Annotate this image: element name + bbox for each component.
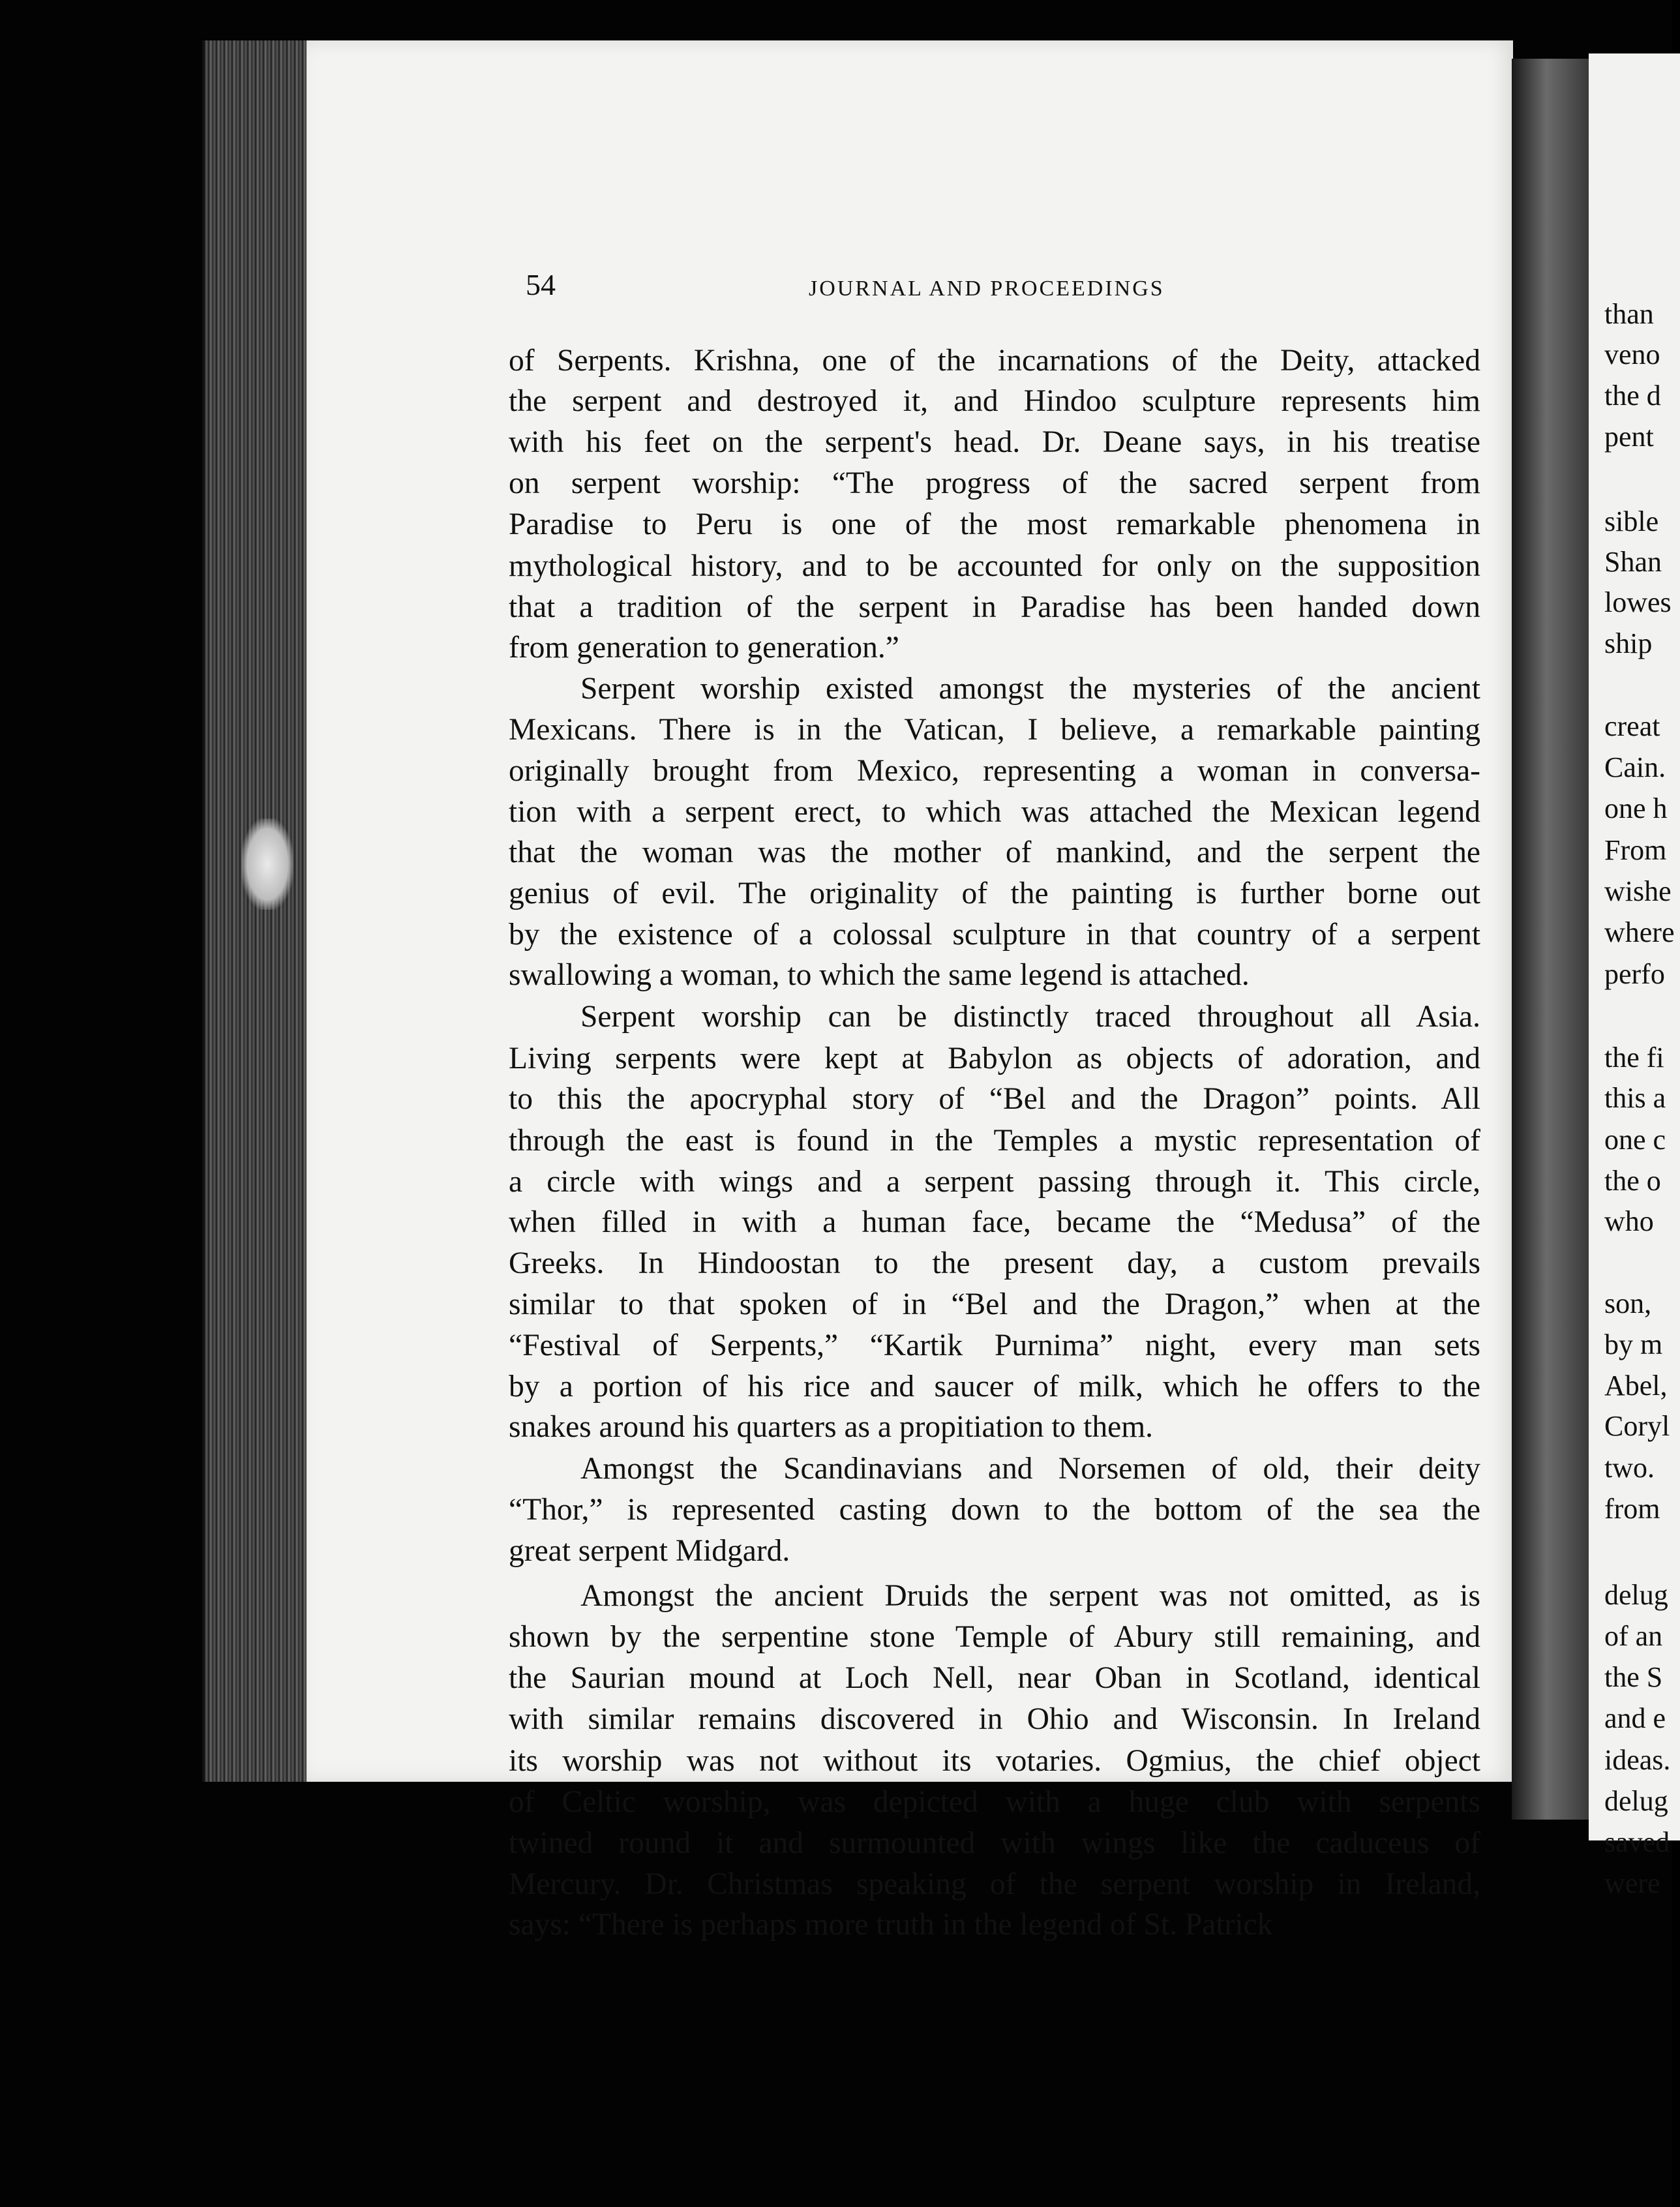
text-line: Serpent worship can be distinctly traced throughout all Asia. <box>580 1000 1480 1034</box>
text-line: of Celtic worship, was depicted with a huge club with serpents <box>509 1785 1480 1819</box>
text-line: genius of evil. The originality of the painting is further borne out <box>509 877 1480 910</box>
text-line: that the woman was the mother of mankind, and the serpent the <box>509 835 1480 869</box>
text-line: shown by the serpentine stone Temple of Abury still remaining, and <box>509 1620 1480 1654</box>
facing-text-line: Abel, <box>1604 1370 1668 1402</box>
facing-text-line: veno <box>1604 338 1660 370</box>
facing-text-line: ship <box>1604 627 1653 659</box>
text-line: “Thor,” is represented casting down to the bottom of the sea the <box>509 1493 1480 1527</box>
facing-text-line: Shan <box>1604 546 1662 578</box>
facing-text-line: delug <box>1604 1785 1668 1817</box>
text-line: a circle with wings and a serpent passing through it. This circle, <box>509 1165 1480 1199</box>
facing-text-line: and e <box>1604 1702 1666 1734</box>
facing-text-line: the fi <box>1604 1042 1664 1073</box>
text-line: to this the apocryphal story of “Bel and the Dragon” points. All <box>509 1082 1480 1116</box>
text-line: through the east is found in the Temples a mystic representation of <box>509 1124 1480 1158</box>
text-line: snakes around his quarters as a propitiation to them. <box>509 1410 1154 1444</box>
text-line: with his feet on the serpent's head. Dr. Deane says, in his treatise <box>509 425 1480 459</box>
facing-text-line: Cain. <box>1604 751 1666 783</box>
facing-text-line: where <box>1604 916 1675 948</box>
text-line: originally brought from Mexico, representing a woman in conversa- <box>509 754 1480 788</box>
text-line: on serpent worship: “The progress of the sacred serpent from <box>509 466 1480 500</box>
facing-text-line: From <box>1604 834 1667 866</box>
facing-text-line: the o <box>1604 1165 1661 1197</box>
facing-text-line: of an <box>1604 1620 1663 1652</box>
scan-blemish <box>241 818 293 910</box>
facing-text-line: two. <box>1604 1452 1655 1484</box>
text-line: Amongst the Scandinavians and Norsemen of old, their deity <box>580 1452 1480 1486</box>
book-gutter <box>1512 59 1589 1820</box>
text-line: Serpent worship existed amongst the mysteries of the ancient <box>580 672 1480 706</box>
text-line: mythological history, and to be accounted for only on the supposition <box>509 549 1480 583</box>
text-line: Living serpents were kept at Babylon as objects of adoration, and <box>509 1042 1480 1075</box>
text-line: Mexicans. There is in the Vatican, I believe, a remarkable painting <box>509 713 1480 747</box>
facing-text-line: lowes <box>1604 586 1672 618</box>
text-line: Greeks. In Hindoostan to the present day, a custom prevails <box>509 1246 1480 1280</box>
facing-text-line: the d <box>1604 380 1661 412</box>
facing-text-line: creat <box>1604 710 1660 742</box>
facing-text-line: pent <box>1604 421 1654 453</box>
text-line: of Serpents. Krishna, one of the incarnations of the Deity, attacked <box>509 344 1480 378</box>
text-line: twined round it and surmounted with wings like the caduceus of <box>509 1826 1480 1860</box>
facing-text-line: the S <box>1604 1661 1663 1693</box>
text-line: says: “There is perhaps more truth in the legend of St. Patrick <box>509 1908 1273 1942</box>
facing-text-line: this a <box>1604 1082 1666 1114</box>
facing-text-line: than <box>1604 298 1654 330</box>
text-line: swallowing a woman, to which the same legend is attached. <box>509 958 1250 992</box>
text-line: its worship was not without its votaries. Ogmius, the chief object <box>509 1744 1480 1778</box>
text-line: the Saurian mound at Loch Nell, near Oban in Scotland, identical <box>509 1661 1480 1695</box>
text-line: with similar remains discovered in Ohio and Wisconsin. In Ireland <box>509 1702 1480 1736</box>
text-line: by the existence of a colossal sculpture in that country of a serpent <box>509 918 1480 952</box>
facing-text-line: one c <box>1604 1124 1666 1156</box>
facing-text-line: saved <box>1604 1826 1670 1858</box>
text-line: Paradise to Peru is one of the most remarkable phenomena in <box>509 507 1480 541</box>
text-line: that a tradition of the serpent in Paradise has been handed down <box>509 590 1480 624</box>
facing-page-fragment <box>1589 53 1680 1899</box>
text-line: by a portion of his rice and saucer of milk, which he offers to the <box>509 1370 1480 1404</box>
facing-text-line: by m <box>1604 1329 1663 1360</box>
facing-text-line: Coryl <box>1604 1410 1670 1442</box>
running-head: JOURNAL AND PROCEEDINGS <box>809 277 1165 301</box>
text-line: tion with a serpent erect, to which was attached the Mexican legend <box>509 795 1480 829</box>
text-line: Mercury. Dr. Christmas speaking of the serpent worship in Ireland, <box>509 1867 1480 1901</box>
text-line: from generation to generation.” <box>509 631 899 665</box>
facing-text-line: who <box>1604 1205 1654 1237</box>
text-line: Amongst the ancient Druids the serpent was not omitted, as is <box>580 1579 1480 1613</box>
page-number: 54 <box>526 268 556 301</box>
text-line: when filled in with a human face, became the “Medusa” of the <box>509 1205 1480 1239</box>
facing-text-line: were <box>1604 1867 1660 1899</box>
facing-text-line: one h <box>1604 792 1668 824</box>
facing-text-line: delug <box>1604 1579 1668 1611</box>
text-line: great serpent Midgard. <box>509 1534 790 1568</box>
text-line: similar to that spoken of in “Bel and the Dragon,” when at the <box>509 1287 1480 1321</box>
facing-text-line: from <box>1604 1493 1660 1525</box>
facing-text-line: perfo <box>1604 958 1665 990</box>
facing-text-line: son, <box>1604 1287 1652 1319</box>
text-line: the serpent and destroyed it, and Hindoo sculpture represents him <box>509 384 1480 418</box>
facing-text-line: ideas. <box>1604 1744 1671 1776</box>
facing-text-line: wishe <box>1604 875 1672 907</box>
text-line: “Festival of Serpents,” “Kartik Purnima” night, every man sets <box>509 1329 1480 1362</box>
facing-text-line: sible <box>1604 505 1659 537</box>
book-page-edges <box>202 40 316 1782</box>
